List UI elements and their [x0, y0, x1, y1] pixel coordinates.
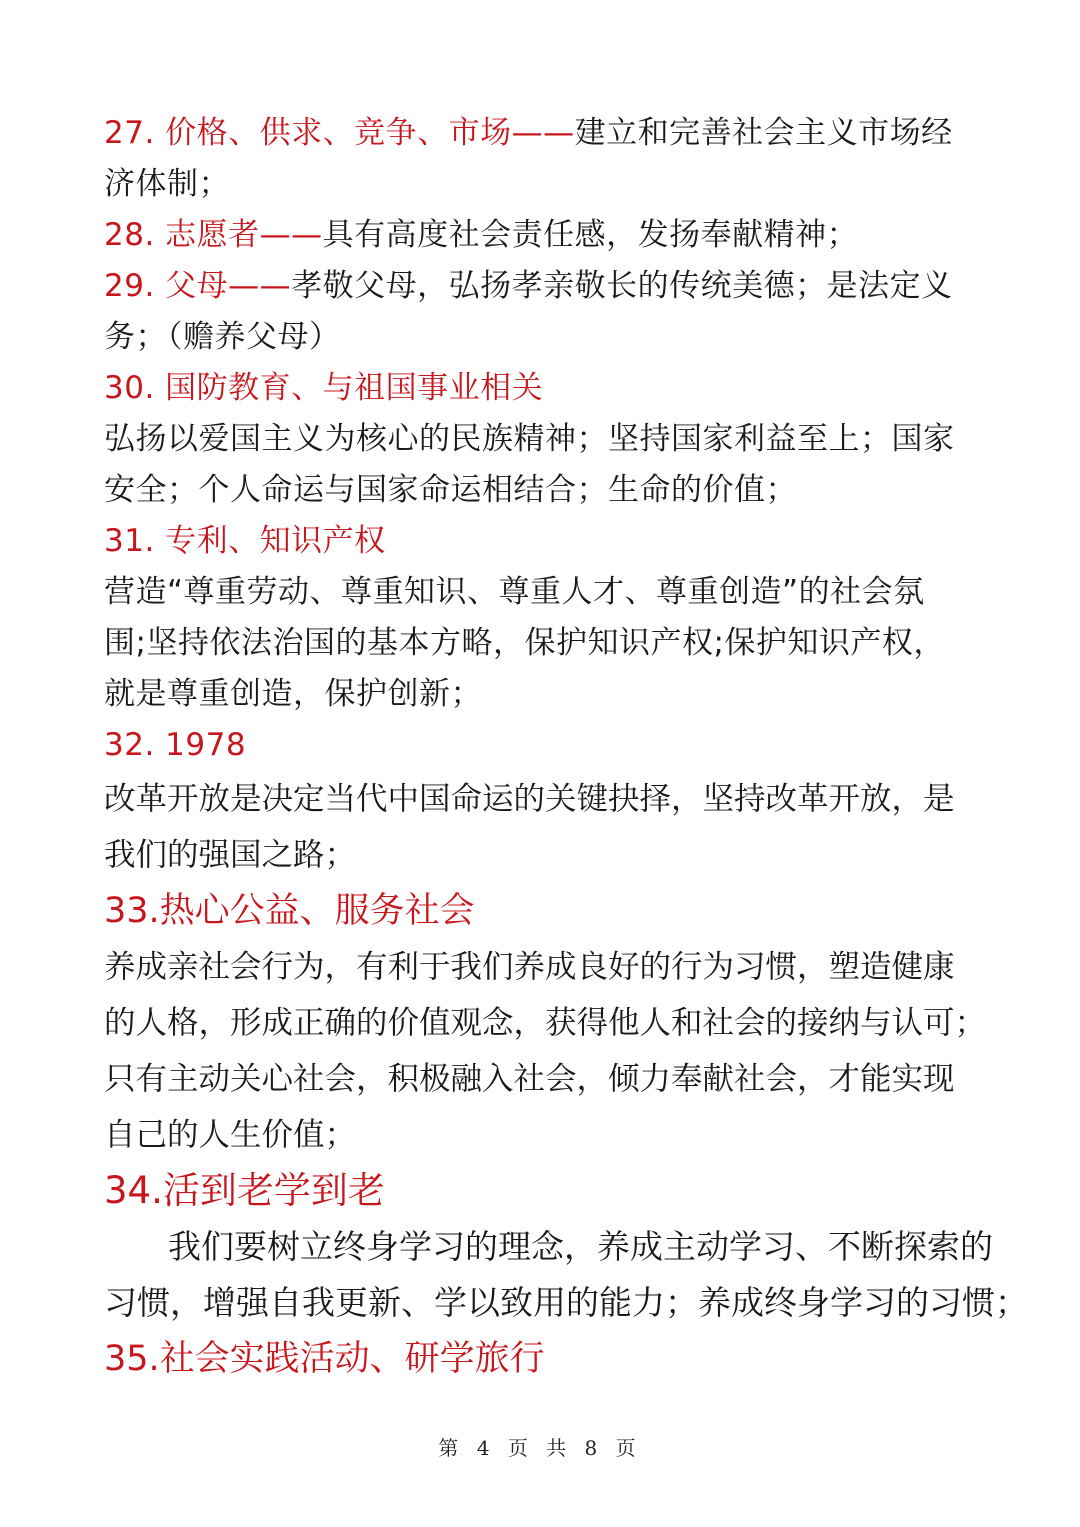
section-27-32 [104, 108, 984, 771]
item-33-line-3: 只有主动关心社会，积极融入社会，倾力奉献社会，才能实现 [104, 1061, 955, 1097]
document-page [104, 108, 1028, 1387]
item-29-line-1 [104, 261, 984, 312]
item-30-line-1: 弘扬以爱国主义为核心的民族精神；坚持国家利益至上；国家 [104, 421, 955, 457]
item-29-heading: 29. 父母—— [104, 268, 292, 304]
item-29-text-1: 孝敬父母，弘扬孝亲敬长的传统美德；是法定义 [291, 268, 953, 304]
section-32-33 [104, 771, 987, 1163]
page-number-footer: 第 4 页 共 8 页 [438, 1436, 642, 1460]
item-33-line-4: 自己的人生价值； [104, 1117, 357, 1153]
item-33-heading: 33.热心公益、服务社会 [104, 891, 475, 931]
item-30-heading: 30. 国防教育、与祖国事业相关 [104, 370, 544, 406]
item-28-text: 具有高度社会责任感，发扬奉献精神； [322, 217, 859, 253]
item-33-line-2: 的人格，形成正确的价值观念，获得他人和社会的接纳与认可； [104, 1005, 987, 1041]
item-34-heading: 34.活到老学到老 [104, 1169, 385, 1212]
item-27-heading: 27. 价格、供求、竞争、市场—— [104, 115, 575, 151]
item-30-line-2: 安全；个人命运与国家命运相结合；生命的价值； [104, 472, 797, 508]
item-31-line-1: 营造“尊重劳动、尊重知识、尊重人才、尊重创造”的社会氛 [104, 574, 925, 610]
item-31-heading: 31. 专利、知识产权 [104, 523, 386, 559]
item-31-line-2: 围;坚持依法治国的基本方略，保护知识产权;保护知识产权， [104, 625, 945, 661]
item-32-heading: 32. 1978 [104, 727, 247, 763]
item-32-line-2: 我们的强国之路； [104, 837, 357, 873]
item-33-line-1: 养成亲社会行为，有利于我们养成良好的行为习惯，塑造健康 [104, 949, 955, 985]
section-34-35 [104, 1163, 1028, 1387]
item-34-line-1: 我们要树立终身学习的理念，养成主动学习、不断探索的 [168, 1227, 993, 1266]
item-29-line-2: 务；（赡养父母） [104, 319, 341, 355]
item-28-heading: 28. 志愿者—— [104, 217, 323, 253]
item-31-line-3: 就是尊重创造，保护创新； [104, 676, 482, 712]
item-32-line-1: 改革开放是决定当代中国命运的关键抉择，坚持改革开放，是 [104, 781, 955, 817]
item-34-line-2: 习惯，增强自我更新、学以致用的能力；养成终身学习的习惯； [104, 1283, 1028, 1322]
item-28-line [104, 210, 984, 261]
item-27-line-2: 济体制； [104, 166, 230, 202]
item-27-text-1: 建立和完善社会主义市场经 [574, 115, 953, 151]
item-35-heading: 35.社会实践活动、研学旅行 [104, 1339, 545, 1379]
item-27-line-1 [104, 108, 984, 159]
